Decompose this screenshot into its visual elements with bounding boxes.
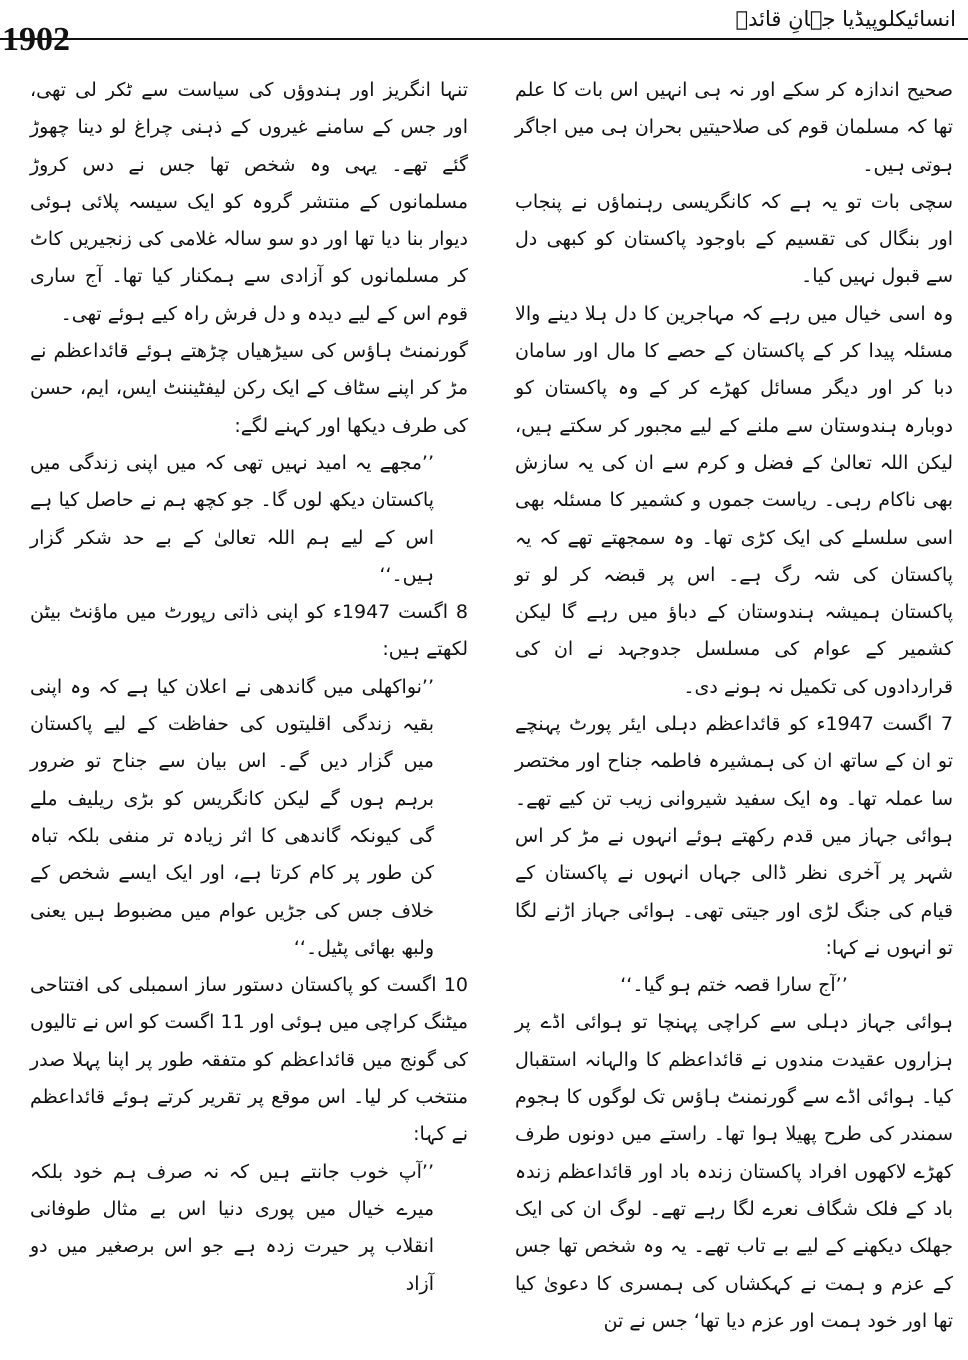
paragraph: سچی بات تو یہ ہے کہ کانگریسی رہنماؤں نے پنجاب اور بنگال کی تقسیم کے باوجود پاکستان کو کبھی دل سے قبول نہیں کیا۔ <box>515 190 953 288</box>
left-column <box>30 72 468 1352</box>
page-number: 1902 <box>2 21 70 58</box>
paragraph: 7 اگست 1947ء کو قائداعظم دہلی ایئر پورٹ پہنچے تو ان کے ساتھ ان کی ہمشیرہ فاطمہ جناح اور مختصر سا عملہ تھا۔ وہ ایک سفید شیروانی زیب تن کیے تھے۔ ہوائی جہاز میں قدم رکھتے ہوئے انہوں نے مڑ کر اس شہر پر آخری نظر ڈالی جہاں انہوں نے پاکستان کے قیام کی جنگ لڑی اور جیتی تھی۔ ہوائی جہاز اڑنے لگا تو انہوں نے کہا: <box>515 713 954 959</box>
paragraph: وہ اسی خیال میں رہے کہ مہاجرین کا دل ہلا دینے والا مسئلہ پیدا کر کے پاکستان کے حصے کا مال اور سامان دبا کر اور دیگر مسائل کھڑے کر کے وہ پاکستان کو دوبارہ ہندوستان سے ملنے کے لیے مجبور کر سکتے ہیں، لیکن اللہ تعالیٰ کے فضل و کرم سے ان کی یہ سازش بھی ناکام رہی۔ ریاست جموں و کشمیر کا مسئلہ بھی اسی سلسلے کی ایک کڑی تھا۔ وہ سمجھتے تھے کہ یہ پاکستان کی شہ رگ ہے۔ اس پر قبضہ کر لو تو پاکستان ہمیشہ ہندوستان کے دباؤ میں رہے گا لیکن کشمیر کے عوام کی مسلسل جدوجہد نے ان کی قراردادوں کی تکمیل نہ ہونے دی۔ <box>515 302 953 698</box>
paragraph: تنہا انگریز اور ہندوؤں کی سیاست سے ٹکر لی تھی، اور جس کے سامنے غیروں کے ذہنی چراغ لو دینا چھوڑ گئے تھے۔ یہی وہ شخص تھا جس نے دس کروڑ مسلمانوں کے منتشر گروہ کو ایک سیسہ پلائی ہوئی دیوار بنا دیا تھا اور دو سو سالہ غلامی کی زنجیریں کاٹ کر مسلمانوں کو آزادی سے ہمکنار کیا تھا۔ آج ساری قوم اس کے لیے دیدہ و دل فرش راہ کیے ہوئے تھی۔ <box>30 79 468 325</box>
header-rule <box>0 38 968 40</box>
paragraph: ہوائی جہاز دہلی سے کراچی پہنچا تو ہوائی اڈے پر ہزاروں عقیدت مندوں نے قائداعظم کا والہانہ استقبال کیا۔ ہوائی اڈے سے گورنمنٹ ہاؤس تک لوگوں کا ہجوم سمندر کی طرح پھیلا ہوا تھا۔ راستے میں دونوں طرف کھڑے لاکھوں افراد پاکستان زندہ باد اور قائداعظم زندہ باد کے فلک شگاف نعرے لگا رہے تھے۔ لوگ ان کی ایک جھلک دیکھنے کے لیے بے تاب تھے۔ یہ وہ شخص تھا جس کے عزم و ہمت نے کہکشاں کی ہمسری کا دعویٰ کیا تھا اور خود ہمت اور عزم دیا تھا‘ جس نے تن <box>515 1011 953 1332</box>
quote-line: ’’آج سارا قصہ ختم ہو گیا۔‘‘ <box>620 974 848 997</box>
paragraph: 10 اگست کو پاکستان دستور ساز اسمبلی کی افتتاحی میٹنگ کراچی میں ہوئی اور 11 اگست کو اس نے تالیوں کی گونج میں قائداعظم کو متفقہ طور پر اپنا پہلا صدر منتخب کر لیا۔ اس موقع پر تقریر کرتے ہوئے قائداعظم نے کہا: <box>30 974 468 1146</box>
page-header <box>0 0 968 70</box>
paragraph: گورنمنٹ ہاؤس کی سیڑھیاں چڑھتے ہوئے قائداعظم نے مڑ کر اپنے سٹاف کے ایک رکن لیفٹیننٹ ایس، ایم، حسن کی طرف دیکھا اور کہنے لگے: <box>30 340 468 437</box>
running-title: انسائیکلوپیڈیا جہانِ قائدؒ <box>735 7 956 31</box>
block-quote: ’’نواکھلی میں گاندھی نے اعلان کیا ہے کہ وہ اپنی بقیہ زندگی اقلیتوں کی حفاظت کے لیے پاکستان میں گزار دیں گے۔ اس بیان سے جناح تو ضرور برہم ہوں گے لیکن کانگریس کو بڑی ریلیف ملے گی کیونکہ گاندھی کا اثر زیادہ تر منفی بلکہ تباہ کن طور پر کام کرتا ہے، اور ایک ایسے شخص کے خلاف جس کی جڑیں عوام میں مضبوط ہیں یعنی ولبھ بھائی پٹیل۔‘‘ <box>30 675 434 959</box>
block-quote: ’’مجھے یہ امید نہیں تھی کہ میں اپنی زندگی میں پاکستان دیکھ لوں گا۔ جو کچھ ہم نے حاصل کیا ہے اس کے لیے ہم اللہ تعالیٰ کے بے حد شکر گزار ہیں۔‘‘ <box>30 451 434 586</box>
paragraph: صحیح اندازہ کر سکے اور نہ ہی انہیں اس بات کا علم تھا کہ مسلمان قوم کی صلاحیتیں بحران ہی میں اجاگر ہوتی ہیں۔ <box>515 79 953 176</box>
block-quote: ’’آپ خوب جانتے ہیں کہ نہ صرف ہم خود بلکہ میرے خیال میں پوری دنیا اس بے مثال طوفانی انقلاب پر حیرت زدہ ہے جو اس برصغیر میں دو آزاد <box>30 1160 434 1295</box>
paragraph: 8 اگست 1947ء کو اپنی ذاتی رپورٹ میں ماؤنٹ بیٹن لکھتے ہیں: <box>30 601 469 661</box>
right-column <box>515 72 953 1352</box>
